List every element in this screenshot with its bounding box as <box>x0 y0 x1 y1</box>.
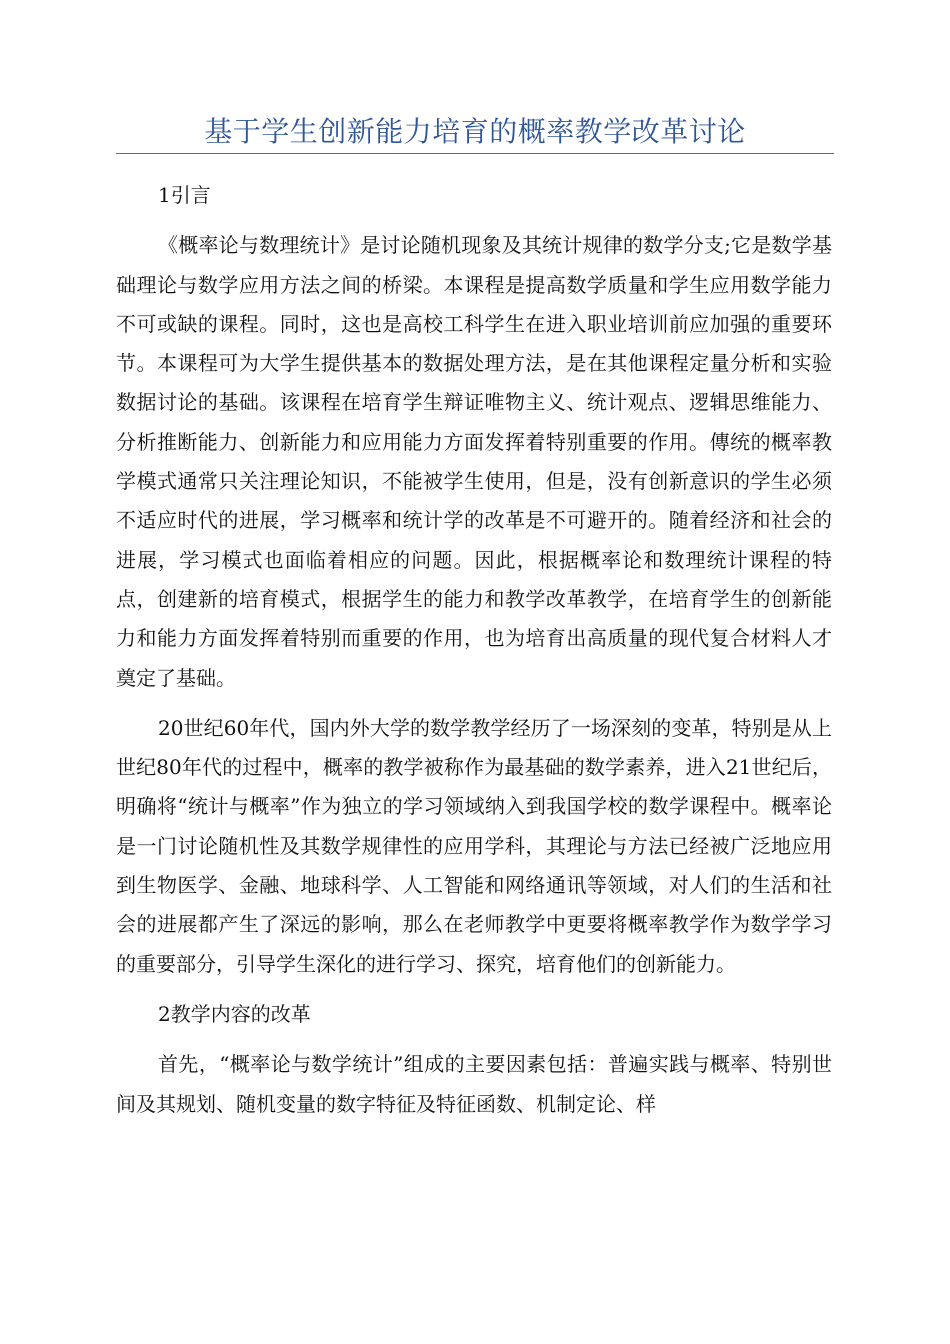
document-title: 基于学生创新能力培育的概率教学改革讨论 <box>204 115 746 148</box>
section-heading-teaching-content-reform: 2教学内容的改革 <box>158 1001 311 1026</box>
paragraph-introduction-2: 20世纪60年代，国内外大学的数学教学经历了一场深刻的变革，特别是从上世纪80年代的过程中，概率的教学被称作为最基础的数学素养，进入21世纪后，明确将“统计与概率”作为独立的学习领域纳入到我国学校的数学课程中。概率论是一门讨论随机性及其数学规律性的应用学科，其理论与方法已经被广泛地应用到生物医学、金融、地球科学、人工智能和网络通讯等领域，对人们的生活和社会的进展都产生了深远的影响，那么在老师教学中更要将概率教学作为数学学习的重要部分，引导学生深化的进行学习、探究，培育他们的创新能力。 <box>116 715 832 976</box>
paragraph-teaching-content-reform-1: 首先，“概率论与数学统计”组成的主要因素包括：普遍实践与概率、特别世间及其规划、随机变量的数字特征及特征函数、机制定论、样 <box>116 1052 832 1116</box>
paragraph-introduction-1: 《概率论与数理统计》是讨论随机现象及其统计规律的数学分支;它是数学基础理论与数学应用方法之间的桥梁。本课程是提高数学质量和学生应用数学能力不可或缺的课程。同时，这也是高校工科学生在进入职业培训前应加强的重要环节。本课程可为大学生提供基本的数据处理方法，是在其他课程定量分析和实验数据讨论的基础。该课程在培育学生辩证唯物主义、统计观点、逻辑思维能力、分析推断能力、创新能力和应用能力方面发挥着特别重要的作用。傳统的概率教学模式通常只关注理论知识，不能被学生使用，但是，没有创新意识的学生必须不适应时代的进展，学习概率和统计学的改革是不可避开的。随着经济和社会的进展，学习模式也面临着相应的问题。因此，根据概率论和数理统计课程的特点，创建新的培育模式，根据学生的能力和教学改革教学，在培育学生的创新能力和能力方面发挥着特别而重要的作用，也为培育出高质量的现代复合材料人才奠定了基础。 <box>116 233 832 690</box>
title-underline-divider <box>116 153 834 154</box>
document-body <box>116 176 832 1135</box>
section-heading-introduction: 1引言 <box>158 183 211 207</box>
